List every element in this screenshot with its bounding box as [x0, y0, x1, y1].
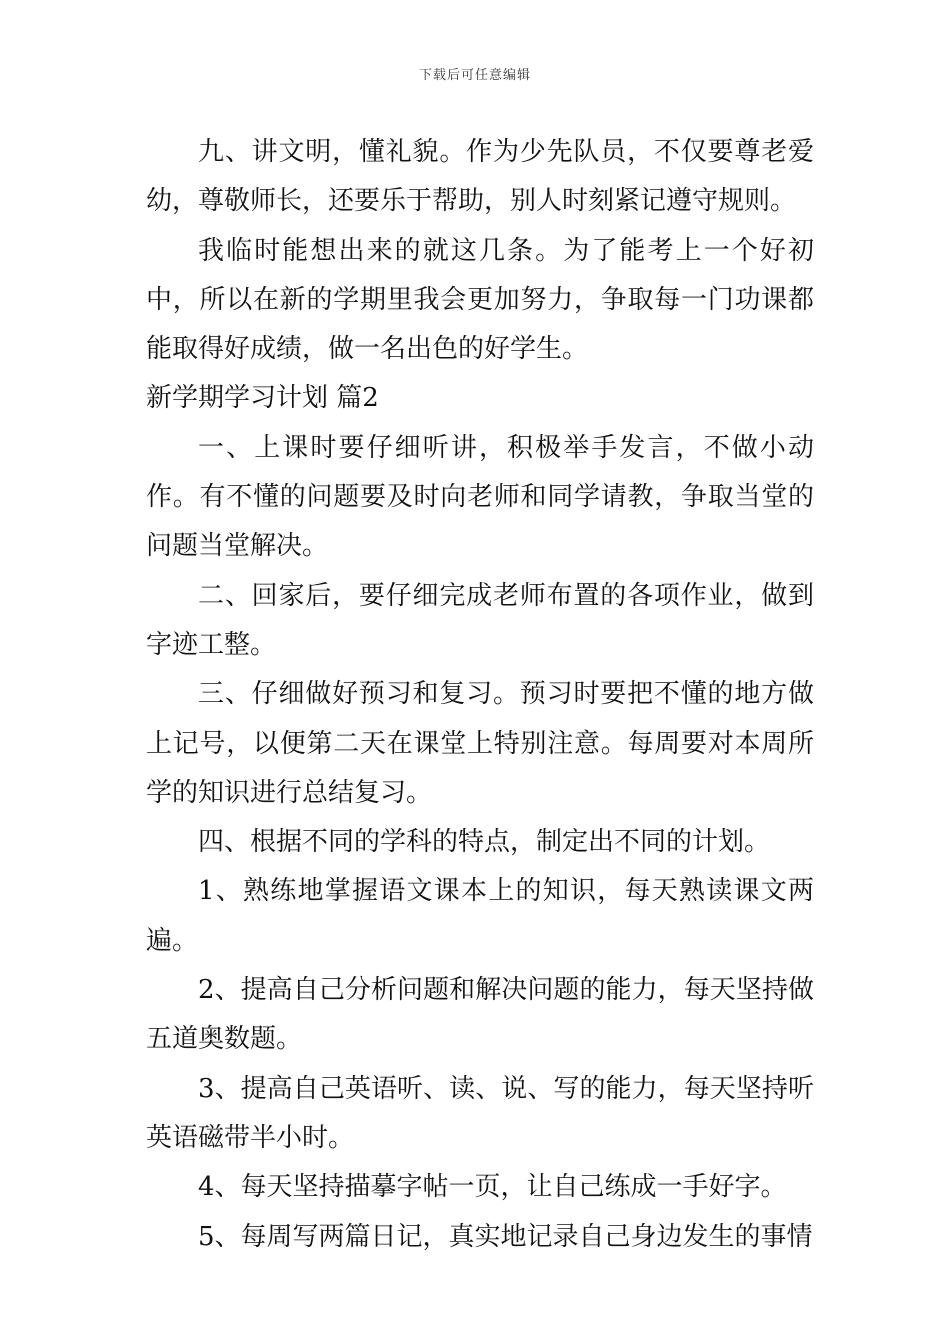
list-item: 1、熟练地掌握语文课本上的知识，每天熟读课文两遍。 — [146, 876, 814, 956]
paragraph: 九、讲文明，懂礼貌。作为少先队员，不仅要尊老爱幼，尊敬师长，还要乐于帮助，别人时刻紧记遵守规则。 — [146, 137, 814, 217]
list-item: 5、每周写两篇日记，真实地记录自己身边发生的事情 — [198, 1221, 813, 1252]
section-heading: 新学期学习计划 篇2 — [146, 383, 379, 414]
paragraph: 四、根据不同的学科的特点，制定出不同的计划。 — [198, 827, 771, 858]
paragraph: 二、回家后，要仔细完成老师布置的各项作业，做到字迹工整。 — [146, 580, 814, 660]
header-note: 下载后可任意编辑 — [418, 68, 531, 83]
document-body — [146, 128, 814, 1262]
paragraph: 三、仔细做好预习和复习。预习时要把不懂的地方做上记号，以便第二天在课堂上特别注意。每周要对本周所学的知识进行总结复习。 — [146, 679, 814, 808]
list-item: 4、每天坚持描摹字帖一页，让自己练成一手好字。 — [198, 1172, 787, 1203]
paragraph: 我临时能想出来的就这几条。为了能考上一个好初中，所以在新的学期里我会更加努力，争取每一门功课都能取得好成绩，做一名出色的好学生。 — [146, 235, 814, 365]
paragraph: 一、上课时要仔细听讲，积极举手发言，不做小动作。有不懂的问题要及时向老师和同学请教，争取当堂的问题当堂解决。 — [146, 432, 814, 562]
list-item: 3、提高自己英语听、读、说、写的能力，每天坚持听英语磁带半小时。 — [146, 1073, 814, 1153]
list-item: 2、提高自己分析问题和解决问题的能力，每天坚持做五道奥数题。 — [146, 975, 814, 1055]
